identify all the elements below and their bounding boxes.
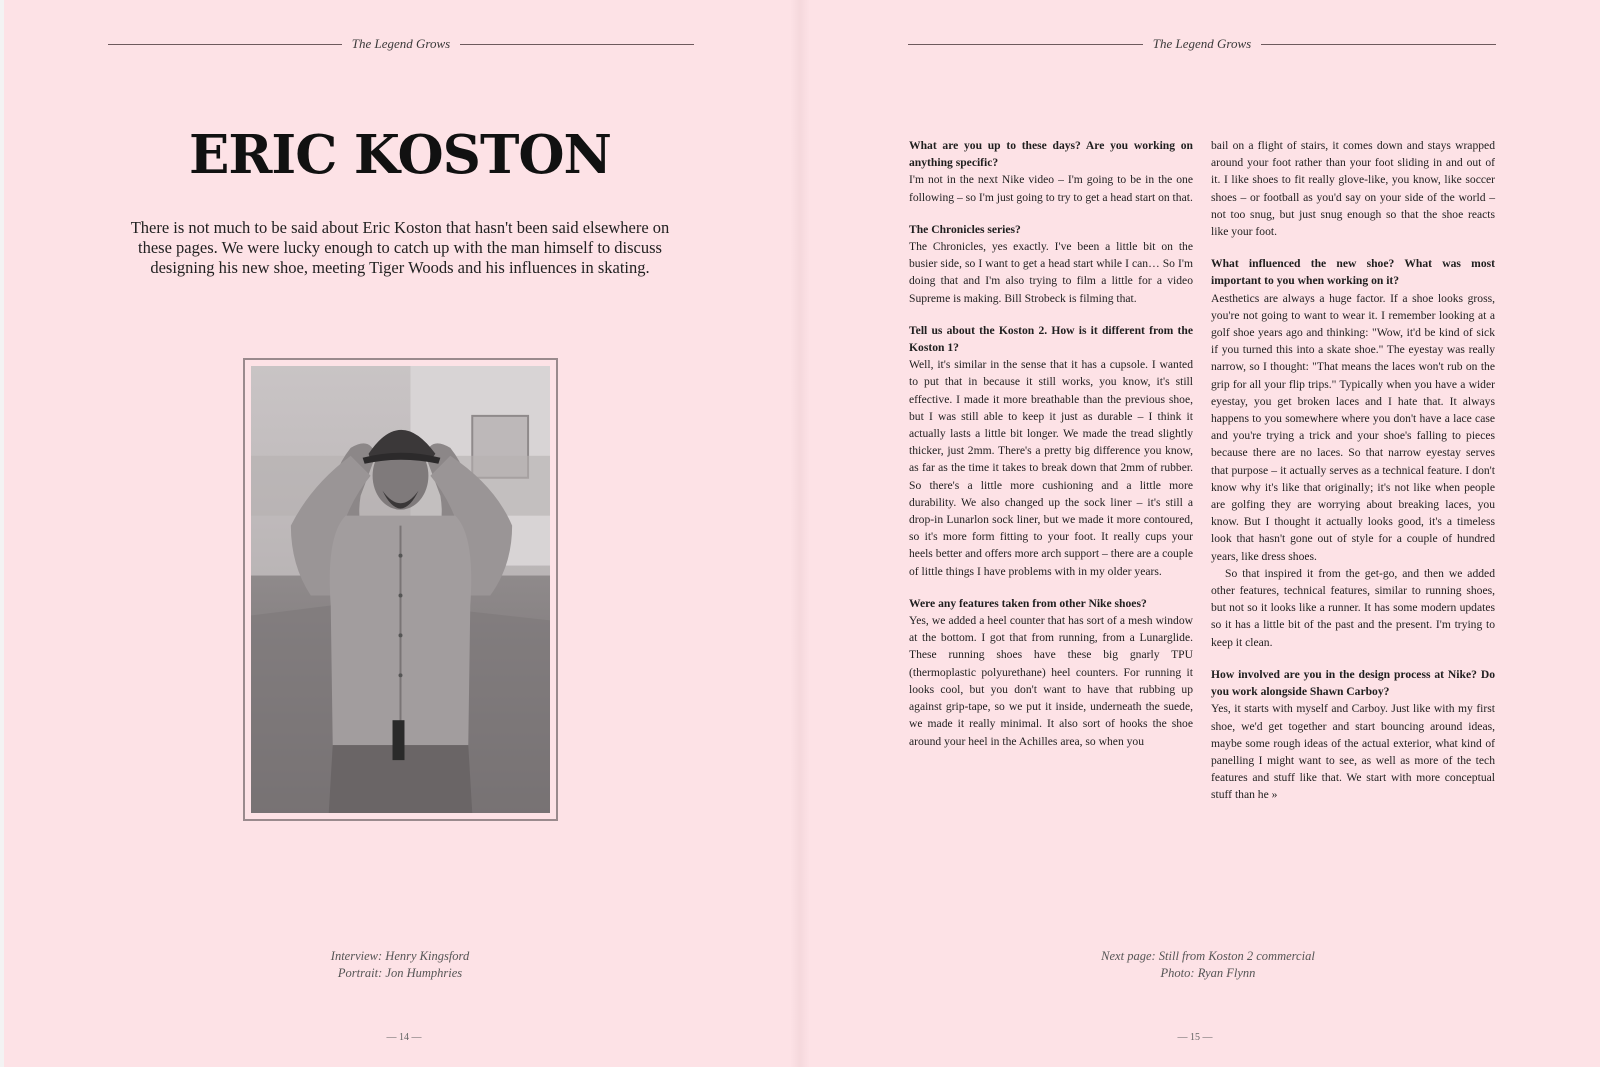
interview-answer: Aesthetics are always a huge factor. If a shoe looks gross, you're not going to want to wear it. I remember looking at a golf shoe years ago and thinking: "Wow, it'd be kind of sick if you turned this into a skate shoe." The eyestay was really narrow, so I thought: "That means the laces won't rub on the grip for all your flip trips." Typically when you have a wider eyestay, you get broken laces and I hate that. It always happens to you somewhere where you don't have a lace case and you're trying a trick and your shoe's falling to pieces because there are no laces. So that narrow eyestay serves that purpose – it actually serves as a technical feature. I don't know why it's like that originally; it's not like when people are golfing they are worrying about breaking laces, you know. But I thought it actually looks good, it's a timeless look that hasn't gone out of style for a couple of hundred years, like dress shoes. xyxy=(1211,291,1495,563)
portrait-photo-frame xyxy=(243,358,558,821)
interview-column-right xyxy=(1211,137,1495,819)
article-standfirst: There is not much to be said about Eric Koston that hasn't been said elsewhere on these pages. We were lucky enough to catch up with the man himself to discuss designing his new shoe, meeting Tiger Woods and his influences in skating. xyxy=(130,218,670,277)
page-number: — 14 — xyxy=(386,1032,422,1043)
running-head-rule xyxy=(108,44,342,45)
running-head-rule xyxy=(1261,44,1496,45)
interview-answer: The Chronicles, yes exactly. I've been a little bit on the busier side, so I want to get a head start while I can… So I'm doing that and I'm also trying to film a little for a video Supreme is making. Bill Strobeck is filming that. xyxy=(909,240,1193,305)
credit-next-page: Next page: Still from Koston 2 commercial xyxy=(1101,949,1315,963)
credit-interview: Interview: Henry Kingsford xyxy=(330,949,470,963)
interview-answer: Yes, it starts with myself and Carboy. Just like with my first shoe, we'd get together and start bouncing around ideas, maybe some rough ideas of the actual exterior, what kind of panelling I might want to see, as well as more of the tech features and stuff like that. We start with more conceptual stuff than he » xyxy=(1211,702,1495,802)
interview-question: What are you up to these days? Are you working on anything specific? xyxy=(909,139,1193,170)
interview-question: The Chronicles series? xyxy=(909,222,1021,236)
running-head-right xyxy=(908,34,1496,54)
interview-question: How involved are you in the design process at Nike? Do you work alongside Shawn Carboy? xyxy=(1211,667,1495,699)
right-page xyxy=(800,0,1600,1067)
interview-block xyxy=(1211,137,1495,240)
running-head-rule xyxy=(908,44,1143,45)
interview-answer: I'm not in the next Nike video – I'm going to be in the one following – so I'm just going to try to get a head start on that. xyxy=(909,173,1193,204)
interview-question: Were any features taken from other Nike shoes? xyxy=(909,596,1147,610)
running-head-text: The Legend Grows xyxy=(1152,36,1252,51)
interview-block xyxy=(909,137,1193,206)
interview-answer-continued: bail on a flight of stairs, it comes down and stays wrapped around your foot rather than your foot sliding in and out of it. I like shoes to fit really glove-like, you know, like soccer shoes – or football as you'd say on your side of the world – not too snug, but just snug enough so that the shoe reacts like your foot. xyxy=(1211,139,1495,239)
interview-block xyxy=(909,322,1193,580)
running-head-rule xyxy=(460,44,694,45)
portrait-photo xyxy=(251,366,550,813)
next-page-credits xyxy=(1028,948,1388,982)
article-title: ERIC KOSTON xyxy=(188,124,611,186)
interview-block xyxy=(1211,255,1495,651)
interview-block xyxy=(909,221,1193,307)
credit-photo: Photo: Ryan Flynn xyxy=(1160,966,1256,980)
portrait-photo-illustration xyxy=(251,366,550,813)
interview-question: Tell us about the Koston 2. How is it different from the Koston 1? xyxy=(909,323,1193,355)
running-head-left xyxy=(108,34,694,54)
interview-block xyxy=(909,595,1193,750)
interview-answer: So that inspired it from the get-go, and then we added other features, technical features, similar to running shoes, but not so it looks like a runner. It has some modern updates so it has a little bit of the past and the present. I'm trying to keep it clean. xyxy=(1211,566,1495,649)
interview-block xyxy=(1211,666,1495,804)
credit-portrait: Portrait: Jon Humphries xyxy=(337,966,463,980)
interview-question: What influenced the new shoe? What was most important to you when working on it? xyxy=(1211,257,1495,288)
photo-credits xyxy=(250,948,550,982)
page-number: — 15 — xyxy=(1177,1032,1213,1043)
interview-column-left xyxy=(909,137,1193,765)
running-head-text: The Legend Grows xyxy=(351,36,451,51)
interview-answer: Yes, we added a heel counter that has sort of a mesh window at the bottom. I got that from running, from a Lunarglide. These running shoes have these big gnarly TPU (thermoplastic polyurethane) heel counters. For running it looks cool, but you don't want to have that rubbing up against grip-tape, so we put it inside, underneath the suede, we made it really minimal. It also sort of hooks the shoe around your heel in the Achilles area, so when you xyxy=(909,614,1193,748)
interview-answer: Well, it's similar in the sense that it has a cupsole. I wanted to put that in because it still works, you know, it's still effective. I made it more breathable than the previous shoe, but I was still able to keep it just as durable – I think it actually lasts a little bit longer. We made the tread slightly thicker, just 2mm. There's a pretty big difference you know, as far as the time it takes to break down that 2mm of rubber. So there's a little more cushioning and a little more durability. We also changed up the sock liner – it's still a drop-in Lunarlon sock liner, but we made it more contoured, so it's more form fitting to your foot. It really cups your heels better and offers more arch support – there are a couple of little things I have problems with in my older years. xyxy=(909,358,1193,578)
